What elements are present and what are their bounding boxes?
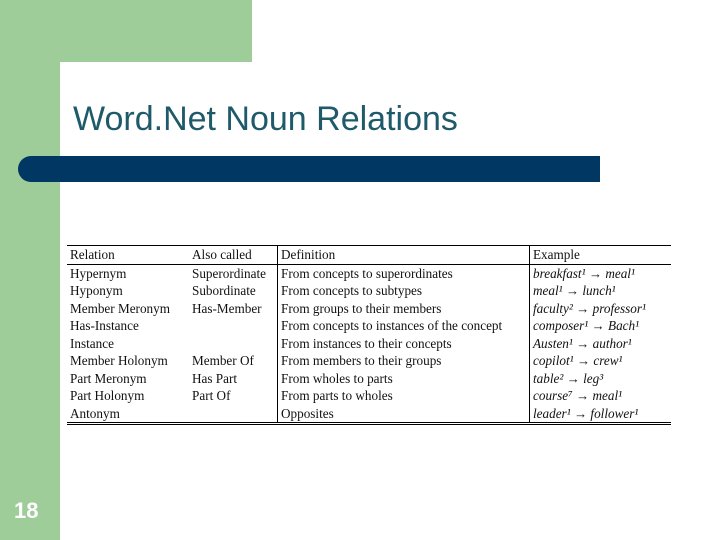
header-definition: Definition — [278, 246, 530, 265]
definition-cell: From parts to wholes — [278, 387, 530, 405]
definition-cell: From concepts to instances of the concept — [278, 317, 530, 335]
example-cell: Austen¹ → author¹ — [533, 335, 632, 351]
header-example: Example — [533, 247, 580, 262]
table-row — [67, 264, 671, 282]
table-row — [67, 370, 671, 388]
table-header-row — [67, 246, 671, 265]
table-row — [67, 317, 671, 335]
relation-cell: Member Holonym — [70, 353, 168, 368]
top-accent-block — [60, 0, 252, 62]
relation-cell: Antonym — [70, 405, 120, 421]
table-row — [67, 282, 671, 300]
also-called-cell — [189, 317, 278, 335]
table-row — [67, 300, 671, 318]
relation-cell: Part Meronym — [70, 370, 147, 386]
definition-cell: From groups to their members — [278, 300, 530, 318]
definition-cell: From instances to their concepts — [278, 335, 530, 353]
relation-cell: Part Holonym — [70, 388, 145, 403]
table-row — [67, 405, 671, 424]
also-called-cell: Member Of — [189, 352, 278, 370]
also-called-cell: Has-Member — [189, 300, 278, 318]
table-row — [67, 335, 671, 353]
relation-cell: Hyponym — [70, 283, 123, 298]
also-called-cell: Superordinate — [189, 264, 278, 282]
left-accent-bar — [0, 0, 60, 540]
also-called-cell — [189, 335, 278, 353]
example-cell: composer¹ → Bach¹ — [533, 318, 640, 333]
example-cell: faculty² → professor¹ — [533, 300, 646, 316]
relation-cell: Instance — [70, 335, 114, 351]
also-called-cell — [189, 405, 278, 424]
definition-cell: From members to their groups — [278, 352, 530, 370]
definition-cell: From wholes to parts — [278, 370, 530, 388]
slide-number: 18 — [14, 498, 39, 523]
example-cell: leader¹ → follower¹ — [533, 405, 639, 421]
definition-cell: From concepts to superordinates — [278, 264, 530, 282]
title-underline-bar — [18, 156, 600, 182]
table-row — [67, 352, 671, 370]
example-cell: meal¹ → lunch¹ — [533, 283, 616, 298]
definition-cell: From concepts to subtypes — [278, 282, 530, 300]
slide-title: Word.Net Noun Relations — [73, 100, 458, 138]
also-called-cell: Has Part — [189, 370, 278, 388]
example-cell: copilot¹ → crew¹ — [533, 353, 623, 368]
header-also-called: Also called — [189, 246, 278, 265]
example-cell: breakfast¹ → meal¹ — [533, 265, 635, 281]
relation-cell: Hypernym — [70, 265, 127, 281]
table-row — [67, 387, 671, 405]
example-cell: table² → leg³ — [533, 370, 604, 386]
relation-cell: Has-Instance — [70, 318, 139, 333]
also-called-cell: Subordinate — [189, 282, 278, 300]
relation-cell: Member Meronym — [70, 300, 170, 316]
noun-relations-table — [67, 245, 671, 425]
example-cell: course⁷ → meal¹ — [533, 388, 623, 403]
definition-cell: Opposites — [278, 405, 530, 424]
also-called-cell: Part Of — [189, 387, 278, 405]
header-relation: Relation — [70, 247, 115, 262]
